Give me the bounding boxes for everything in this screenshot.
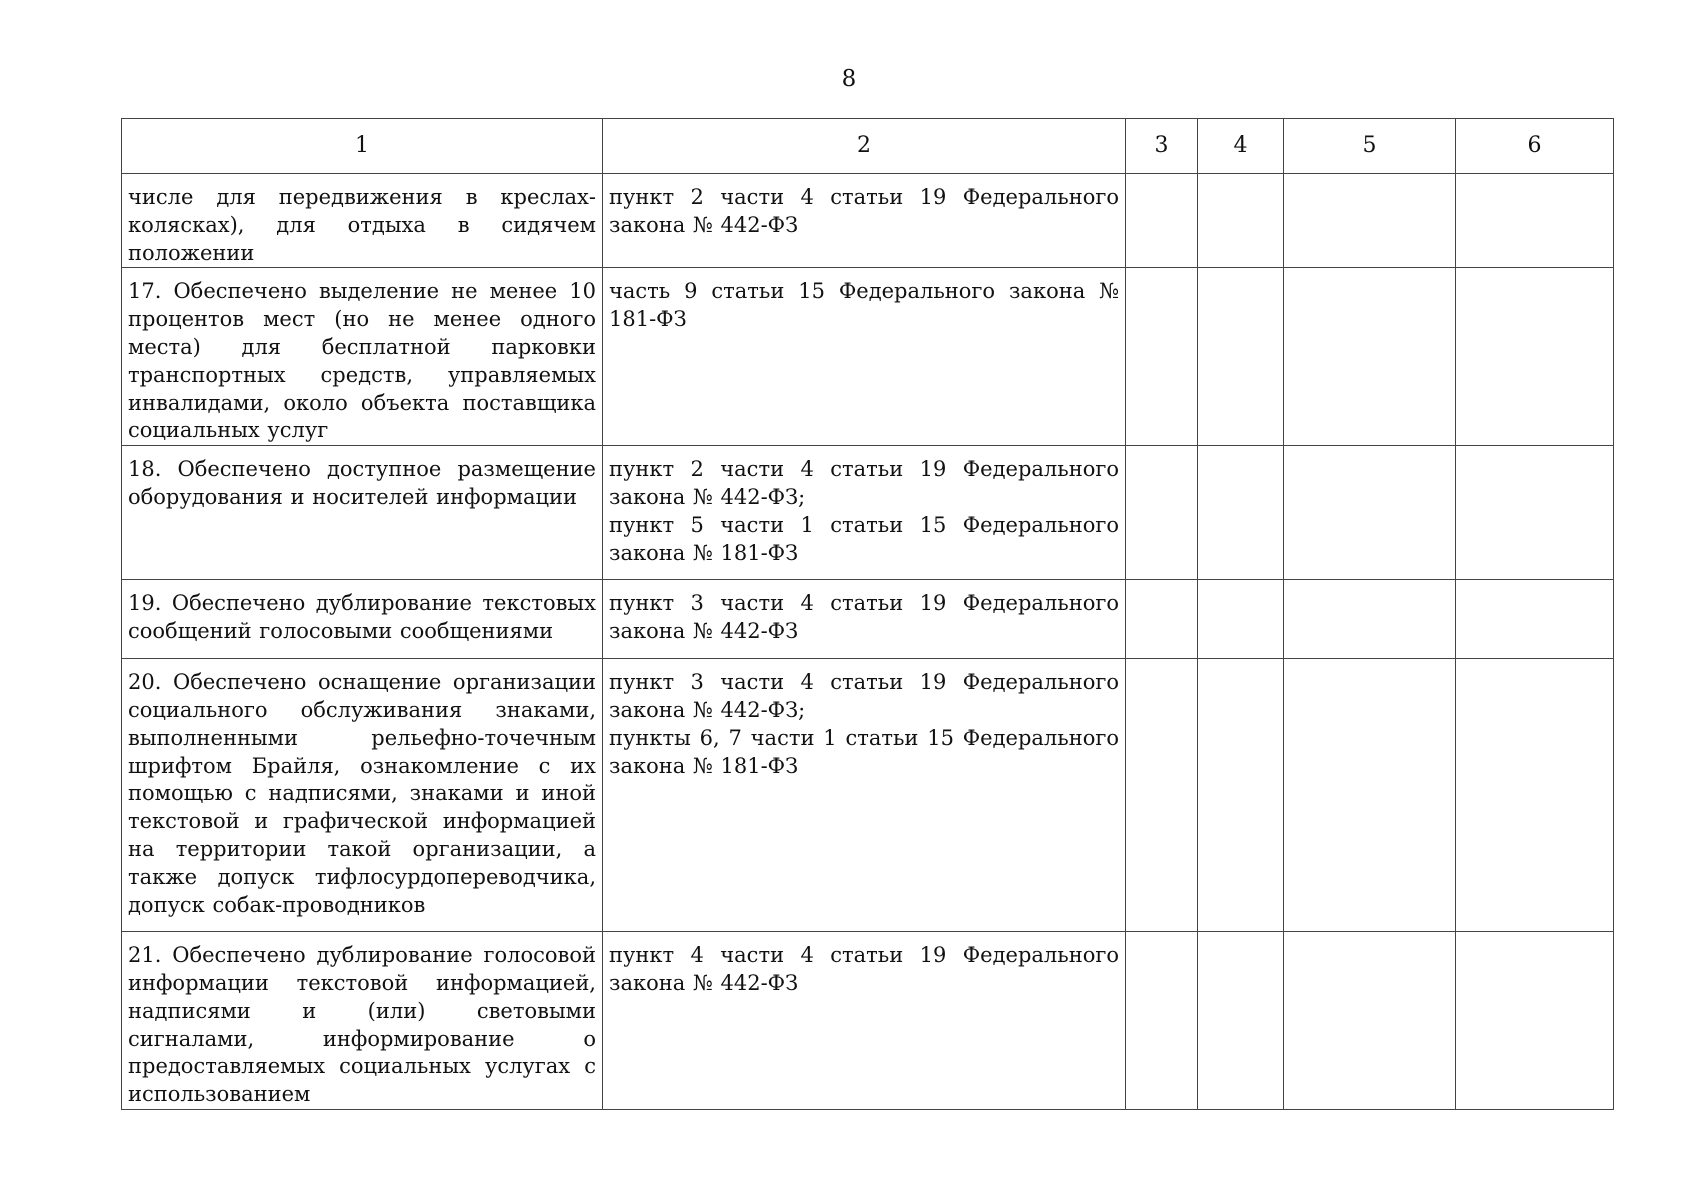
- empty-cell: [1126, 446, 1198, 580]
- column-header-5: 5: [1284, 119, 1456, 174]
- empty-cell: [1456, 659, 1614, 932]
- requirement-cell: 18. Обеспечено доступное размещение оборудования и носителей информации: [122, 446, 603, 580]
- table-row: [122, 446, 1614, 580]
- legal-basis-line: пункт 2 части 4 статьи 19 Федерального закона № 442-ФЗ;: [609, 457, 1119, 509]
- table-row: [122, 580, 1614, 659]
- requirement-cell: 20. Обеспечено оснащение организации социального обслуживания знаками, выполненными рельефно-точечным шрифтом Брайля, ознакомление с их помощью с надписями, знаками и иной текстовой и графической информацией на территории такой организации, а также допуск тифлосурдопереводчика, допуск собак-проводников: [122, 659, 603, 932]
- empty-cell: [1284, 932, 1456, 1110]
- empty-cell: [1284, 174, 1456, 268]
- empty-cell: [1198, 659, 1284, 932]
- requirements-table: [121, 118, 1614, 1110]
- legal-basis-cell: [603, 659, 1126, 932]
- empty-cell: [1126, 174, 1198, 268]
- empty-cell: [1198, 932, 1284, 1110]
- column-header-3: 3: [1126, 119, 1198, 174]
- empty-cell: [1456, 268, 1614, 446]
- empty-cell: [1126, 580, 1198, 659]
- legal-basis-line: пункты 6, 7 части 1 статьи 15 Федерального закона № 181-ФЗ: [609, 725, 1119, 778]
- empty-cell: [1456, 580, 1614, 659]
- empty-cell: [1284, 659, 1456, 932]
- legal-basis-cell: пункт 2 части 4 статьи 19 Федерального закона № 442-ФЗ: [603, 174, 1126, 268]
- column-header-6: 6: [1456, 119, 1614, 174]
- empty-cell: [1284, 268, 1456, 446]
- empty-cell: [1198, 580, 1284, 659]
- legal-basis-cell: пункт 4 части 4 статьи 19 Федерального закона № 442-ФЗ: [603, 932, 1126, 1110]
- column-header-4: 4: [1198, 119, 1284, 174]
- requirement-cell: числе для передвижения в креслах-колясках), для отдыха в сидячем положении: [122, 174, 603, 268]
- legal-basis-line: пункт 3 части 4 статьи 19 Федерального закона № 442-ФЗ;: [609, 670, 1119, 722]
- empty-cell: [1456, 174, 1614, 268]
- empty-cell: [1198, 174, 1284, 268]
- empty-cell: [1198, 446, 1284, 580]
- table-header-row: [122, 119, 1614, 174]
- table-row: [122, 268, 1614, 446]
- table-row: [122, 932, 1614, 1110]
- requirement-cell: 21. Обеспечено дублирование голосовой информации текстовой информацией, надписями и (или) световыми сигналами, информирование о предоставляемых социальных услугах с использованием: [122, 932, 603, 1110]
- empty-cell: [1126, 932, 1198, 1110]
- empty-cell: [1198, 268, 1284, 446]
- legal-basis-cell: часть 9 статьи 15 Федерального закона № 181-ФЗ: [603, 268, 1126, 446]
- empty-cell: [1456, 932, 1614, 1110]
- empty-cell: [1284, 446, 1456, 580]
- page-number: 8: [841, 66, 857, 92]
- legal-basis-line: пункт 5 части 1 статьи 15 Федерального закона № 181-ФЗ: [609, 512, 1119, 565]
- column-header-2: 2: [603, 119, 1126, 174]
- requirement-cell: 19. Обеспечено дублирование текстовых сообщений голосовыми сообщениями: [122, 580, 603, 659]
- empty-cell: [1126, 659, 1198, 932]
- empty-cell: [1284, 580, 1456, 659]
- legal-basis-cell: пункт 3 части 4 статьи 19 Федерального закона № 442-ФЗ: [603, 580, 1126, 659]
- column-header-1: 1: [122, 119, 603, 174]
- table-row: [122, 659, 1614, 932]
- requirement-cell: 17. Обеспечено выделение не менее 10 процентов мест (но не менее одного места) для бесплатной парковки транспортных средств, управляемых инвалидами, около объекта поставщика социальных услуг: [122, 268, 603, 446]
- table-row: [122, 174, 1614, 268]
- legal-basis-cell: [603, 446, 1126, 580]
- empty-cell: [1456, 446, 1614, 580]
- empty-cell: [1126, 268, 1198, 446]
